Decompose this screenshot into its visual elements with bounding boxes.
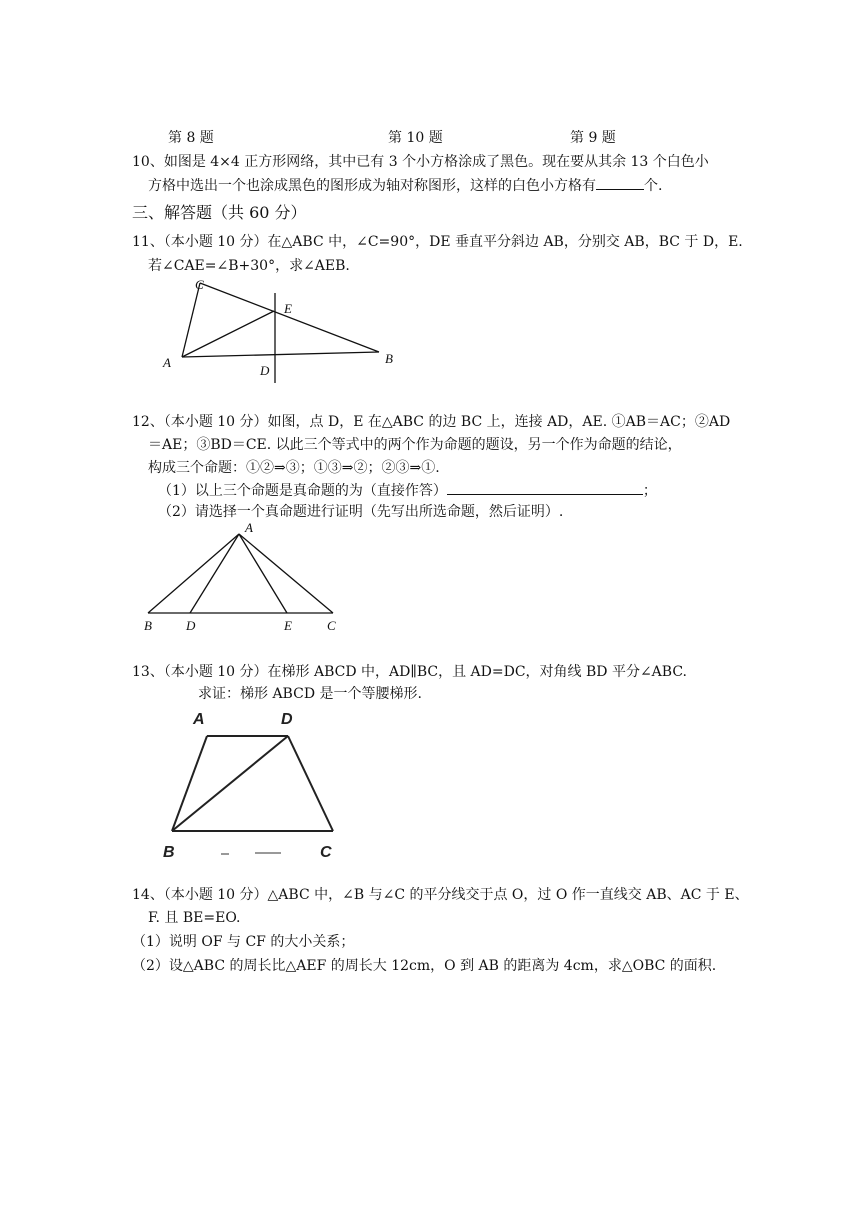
q14-line2: F. 且 BE=EO.: [148, 910, 241, 926]
q11-triangle-figure: [150, 275, 410, 385]
q10-line2: [148, 175, 662, 196]
q12-label-e: E: [284, 618, 292, 633]
q11-side-cb: [200, 283, 379, 352]
q12-triangle-figure: [135, 520, 350, 635]
section-3-title: 三、解答题（共 60 分）: [132, 203, 307, 222]
q13-label-a: A: [193, 711, 205, 728]
q13-scan-artifacts: [221, 852, 281, 855]
q11-label-d: D: [260, 363, 270, 378]
q11-side-ca: [182, 283, 200, 357]
q12-side-ab: [148, 534, 239, 613]
q11-label-b: B: [385, 351, 393, 366]
q14-part2: （2）设△ABC 的周长比△AEF 的周长大 12cm，O 到 AB 的距离为 4cm，求△OBC 的面积.: [132, 958, 717, 974]
q11-segment-ae: [182, 311, 274, 357]
q12-part2: （2）请选择一个真命题进行证明（先写出所选命题，然后证明）.: [158, 504, 564, 520]
q13-side-dc: [288, 736, 333, 831]
q12-side-ac: [239, 534, 333, 613]
q12-label-c: C: [327, 618, 336, 633]
q13-label-b: B: [163, 844, 175, 861]
q12-segment-ad: [190, 534, 239, 613]
q11-label-a: A: [163, 355, 171, 370]
q13-trapezoid-figure: [155, 704, 355, 864]
q13-label-d: D: [281, 711, 293, 728]
q12-answer-blank: [447, 480, 643, 495]
q11-side-ab: [182, 352, 379, 357]
caption-q9: 第 9 题: [570, 130, 616, 146]
q13-line2: 求证：梯形 ABCD 是一个等腰梯形.: [198, 686, 422, 702]
q11-line1: 11、（本小题 10 分）在△ABC 中，∠C=90°，DE 垂直平分斜边 AB，分别交 AB，BC 于 D，E.: [132, 234, 743, 250]
q11-label-c: C: [195, 277, 204, 292]
q12-line2: ＝AE；③BD＝CE. 以此三个等式中的两个作为命题的题设，另一个作为命题的结论，: [148, 437, 682, 453]
q13-line1: 13、（本小题 10 分）在梯形 ABCD 中，AD∥BC，且 AD=DC，对角线 BD 平分∠ABC.: [132, 664, 688, 680]
q12-part1-text: （1）以上三个命题是真命题的为（直接作答）: [158, 483, 447, 499]
q10-line2-end: 个.: [644, 178, 663, 194]
q10-answer-blank: [596, 175, 644, 190]
q10-line2-text: 方格中选出一个也涂成黑色的图形成为轴对称图形，这样的白色小方格有: [148, 178, 596, 194]
q11-label-e: E: [284, 301, 292, 316]
q12-label-a: A: [245, 520, 253, 535]
caption-q8: 第 8 题: [168, 130, 214, 146]
caption-q10: 第 10 题: [388, 130, 443, 146]
q13-label-c: C: [320, 844, 332, 861]
q12-label-b: B: [144, 618, 152, 633]
q14-part1: （1）说明 OF 与 CF 的大小关系；: [132, 934, 355, 950]
q11-line2: 若∠CAE=∠B+30°，求∠AEB.: [148, 258, 350, 274]
q12-line3: 构成三个命题：①②⇒③；①③⇒②；②③⇒①.: [148, 460, 440, 476]
q12-line1: 12、（本小题 10 分）如图，点 D，E 在△ABC 的边 BC 上，连接 AD，AE. ①AB＝AC；②AD: [132, 414, 731, 430]
q10-line1: 10、如图是 4×4 正方形网络，其中已有 3 个小方格涂成了黑色。现在要从其余 13 个白色小: [132, 154, 709, 170]
q12-segment-ae: [239, 534, 287, 613]
q12-part1: [158, 480, 657, 501]
q12-part1-end: ；: [642, 483, 657, 499]
q14-line1: 14、（本小题 10 分）△ABC 中，∠B 与∠C 的平分线交于点 O，过 O 作一直线交 AB、AC 于 E、: [132, 887, 749, 903]
q12-label-d: D: [186, 618, 196, 633]
